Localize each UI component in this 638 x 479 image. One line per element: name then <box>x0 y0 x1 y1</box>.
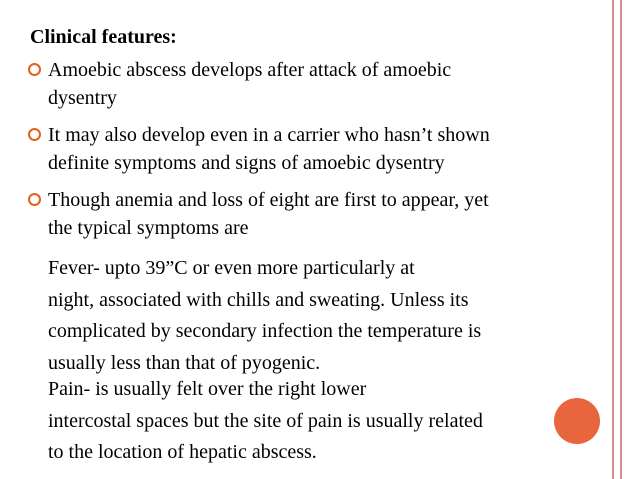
bullet-item <box>28 121 598 177</box>
bullet-ring-icon <box>28 186 42 214</box>
symptom-paragraph-fever: Fever- upto 39”C or even more particularly at night, associated with chills and sweating. Unless its complicated by secondary infection the temperature is usually less than that of pyogenic. <box>48 257 482 374</box>
slide-heading: Clinical features: <box>30 26 177 48</box>
bullet-ring-icon <box>28 121 42 149</box>
symptom-paragraph-pain: Pain- is usually felt over the right lower intercostal spaces but the site of pain is usually related to the location of hepatic abscess. <box>48 378 483 463</box>
bullet-text: Though anemia and loss of eight are first to appear, yet the typical symptoms are <box>48 189 489 239</box>
right-border-line <box>620 0 622 479</box>
right-border-line <box>612 0 614 479</box>
decorative-circle <box>554 398 600 444</box>
bullet-item <box>28 56 598 112</box>
bullet-text: It may also develop even in a carrier who hasn’t shown definite symptoms and signs of amoebic dysentry <box>48 124 490 174</box>
bullet-item <box>28 186 598 242</box>
bullet-text: Amoebic abscess develops after attack of amoebic dysentry <box>48 59 452 109</box>
bullet-ring-icon <box>28 56 42 84</box>
